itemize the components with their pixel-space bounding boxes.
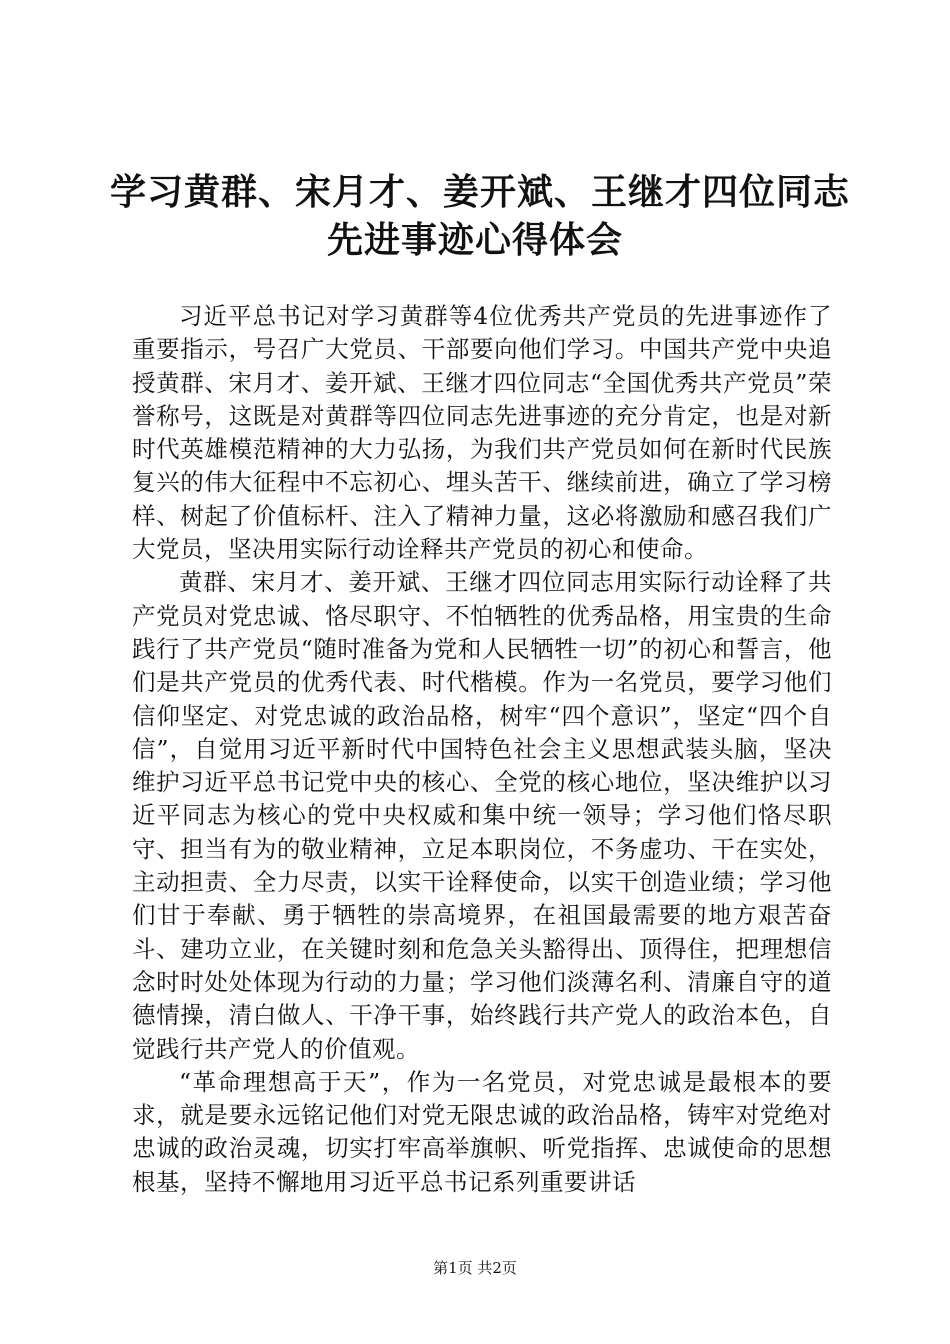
paragraph: 黄群、宋月才、姜开斌、王继才四位同志用实际行动诠释了共产党员对党忠诚、恪尽职守、不怕牺牲的优秀品格，用宝贵的生命践行了共产党员“随时准备为党和人民牺牲一切”的初心和誓言，他们是共产党员的优秀代表、时代楷模。作为一名党员，要学习他们信仰坚定、对党忠诚的政治品格，树牢“四个意识”，坚定“四个自信”，自觉用习近平新时代中国特色社会主义思想武装头脑，坚决维护习近平总书记党中央的核心、全党的核心地位，坚决维护以习近平同志为核心的党中央权威和集中统一领导；学习他们恪尽职守、担当有为的敬业精神，立足本职岗位，不务虚功、干在实处，主动担责、全力尽责，以实干诠释使命，以实干创造业绩；学习他们甘于奉献、勇于牺牲的崇高境界，在祖国最需要的地方艰苦奋斗、建功立业，在关键时刻和危急关头豁得出、顶得住，把理想信念时时处处体现为行动的力量；学习他们淡薄名利、清廉自守的道德情操，清白做人、干净干事，始终践行共产党人的政治本色，自觉践行共产党人的价值观。 [132,568,832,1063]
document-body [132,300,832,1199]
paragraph: “革命理想高于天”，作为一名党员，对党忠诚是最根本的要求，就是要永远铭记他们对党无限忠诚的政治品格，铸牢对党绝对忠诚的政治灵魂，切实打牢高举旗帜、听党指挥、忠诚使命的思想根基，坚持不懈地用习近平总书记系列重要讲话 [132,1067,832,1196]
document-title-line-1: 学习黄群、宋月才、姜开斌、王继才四位同志 [110,171,851,213]
page-footer: 第1页 共2页 [433,1259,517,1277]
paragraph: 习近平总书记对学习黄群等4位优秀共产党员的先进事迹作了重要指示，号召广大党员、干部要向他们学习。中国共产党中央追授黄群、宋月才、姜开斌、王继才四位同志“全国优秀共产党员”荣誉称号，这既是对黄群等四位同志先进事迹的充分肯定，也是对新时代英雄模范精神的大力弘扬，为我们共产党员如何在新时代民族复兴的伟大征程中不忘初心、埋头苦干、继续前进，确立了学习榜样、树起了价值标杆、注入了精神力量，这必将激励和感召我们广大党员，坚决用实际行动诠释共产党员的初心和使命。 [132,302,832,564]
document-title-line-2: 先进事迹心得体会 [326,219,623,261]
